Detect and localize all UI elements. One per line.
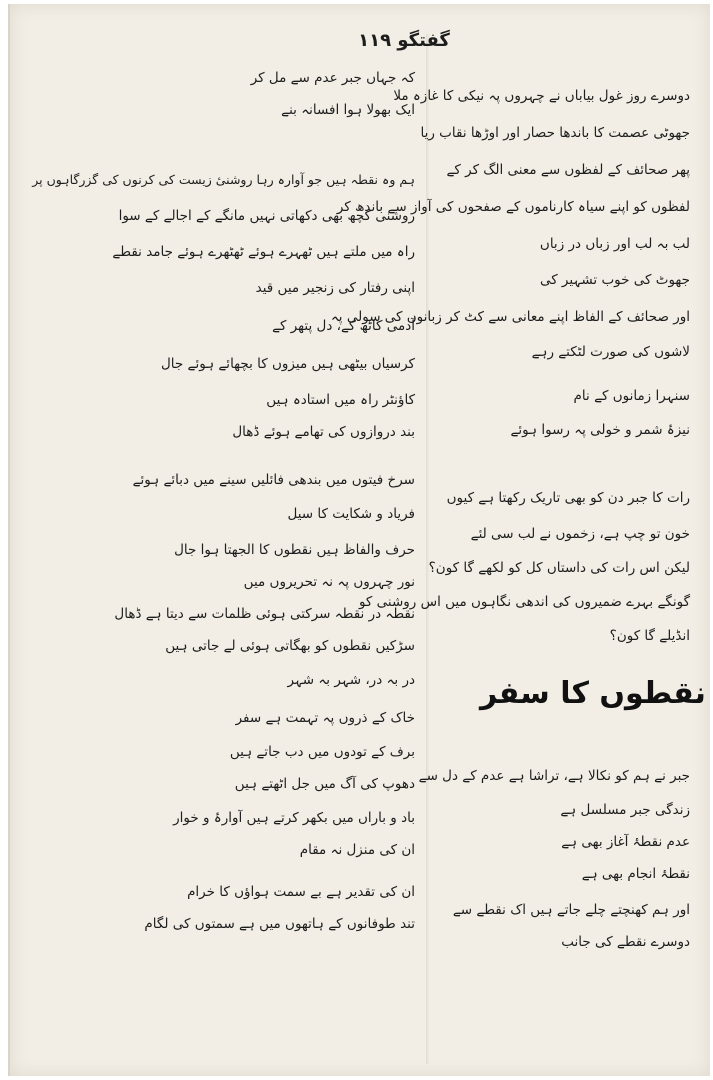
left-column — [32, 4, 415, 1064]
poem-line: سنہرا زمانوں کے نام — [573, 388, 690, 404]
poem-line: نقطہ در نقطہ سرکتی ہوئی ظلمات سے دیتا ہے ڈھال — [114, 606, 415, 622]
page-number: ١١٩ — [358, 30, 392, 51]
poem-line: فریاد و شکایت کا سیل — [287, 506, 415, 522]
poem-line: جھوٹی عصمت کا باندھا حصار اور اوڑھا نقاب ریا — [420, 125, 690, 141]
poem-line: دوسرے نقطے کی جانب — [561, 934, 690, 950]
poem-line: لب بہ لب اور زباں در زباں — [539, 236, 690, 252]
poem-line: در بہ در، شہر بہ شہر — [287, 672, 415, 688]
column-gutter — [426, 34, 429, 1064]
poem-line: دوسرے روز غول بیاباں نے چہروں پہ نیکی کا غازہ ملا — [393, 88, 690, 104]
poem-line: انڈیلے گا کون؟ — [609, 628, 690, 644]
poem-line: سرخ فیتوں میں بندھی فائلیں سینے میں دبائے ہوئے — [132, 472, 415, 488]
poem-line: زندگی جبر مسلسل ہے — [560, 802, 690, 818]
poem-line: کہ جہاں جبر عدم سے مل کر — [250, 70, 415, 86]
poem-line: نقطۂ انجام بھی ہے — [581, 866, 690, 882]
book-page — [8, 4, 710, 1076]
poem-line: عدم نقطۂ آغاز بھی ہے — [561, 834, 690, 850]
poem-line: دھوپ کی آگ میں جل اٹھتے ہیں — [234, 776, 415, 792]
poem-line: جبر نے ہم کو نکالا ہے، تراشا ہے عدم کے دل سے — [418, 768, 690, 784]
poem-line: ہم وہ نقطہ ہیں جو آوارہ رہا روشنیٔ زیست کی کرنوں کی گزرگاہوں پر — [32, 172, 415, 187]
poem-line: لیکن اس رات کی داستاں کل کو لکھے گا کون؟ — [428, 560, 690, 576]
poem-line: اور ہم کھنچتے چلے جاتے ہیں اک نقطے سے — [452, 902, 690, 918]
poem-line: جھوٹ کی خوب تشہیر کی — [539, 272, 690, 288]
poem-line: تند طوفانوں کے ہاتھوں میں ہے سمتوں کی لگام — [144, 916, 415, 932]
poem-line: ان کی تقدیر ہے بے سمت ہواؤں کا خرام — [187, 884, 415, 900]
poem-line: رات کا جبر دن کو بھی تاریک رکھتا ہے کیوں — [446, 490, 690, 506]
poem-line: نور چہروں پہ نہ تحریروں میں — [243, 574, 415, 590]
poem-line: ان کی منزل نہ مقام — [299, 842, 415, 858]
poem-line: بند دروازوں کی تھامے ہوئے ڈھال — [232, 424, 415, 440]
poem-line: حرف والفاظ ہیں نقطوں کا الجھتا ہوا جال — [174, 542, 415, 558]
poem-line: لاشوں کی صورت لٹکتے رہے — [531, 344, 690, 360]
poem-line: ایک بھولا ہوا افسانہ بنے — [281, 102, 415, 118]
poem-line: اپنی رفتار کی زنجیر میں قید — [255, 280, 415, 296]
poem-line: کرسیاں بیٹھی ہیں میزوں کا بچھائے ہوئے جال — [161, 356, 415, 372]
poem-line: نیزۂ شمر و خولی پہ رسوا ہوئے — [510, 422, 690, 438]
poem-line: باد و باراں میں بکھر کرتے ہیں آوارۂ و خوار — [173, 810, 415, 826]
poem-line: اور صحائف کے الفاظ اپنے معانی سے کٹ کر زبانوں کی سولی پہ — [330, 309, 690, 325]
header-title: گفتگو — [397, 30, 450, 51]
poem-line: کاؤنٹر راہ میں استادہ ہیں — [266, 392, 415, 408]
poem-line: سڑکیں نقطوں کو بھگاتی ہوئی لے جاتی ہیں — [165, 638, 415, 654]
poem-line: گونگے بہرے ضمیروں کی اندھی نگاہوں میں اس روشنی کو — [358, 594, 690, 610]
poem-line: خون تو چپ ہے، زخموں نے لب سی لئے — [470, 526, 690, 542]
poem-line: راہ میں ملتے ہیں ٹھہرے ہوئے ٹھٹھرے ہوئے جامد نقطے — [112, 244, 415, 260]
poem-line: روشنی کچھ بھی دکھاتی نہیں مانگے کے اجالے کے سوا — [118, 208, 415, 224]
poem-line: برف کے تودوں میں دب جاتے ہیں — [229, 744, 415, 760]
poem-line: آدمی کاٹھ کے، دل پتھر کے — [272, 318, 415, 334]
poem-title: نقطوں کا سفر — [480, 676, 706, 711]
poem-line: پھر صحائف کے لفظوں سے معنی الگ کر کے — [446, 162, 690, 178]
poem-line: لفظوں کو اپنے سیاہ کارناموں کے صفحوں کی آواز سے باندھ کر — [336, 199, 690, 215]
poem-line: خاک کے ذروں پہ تہمت ہے سفر — [235, 710, 415, 726]
